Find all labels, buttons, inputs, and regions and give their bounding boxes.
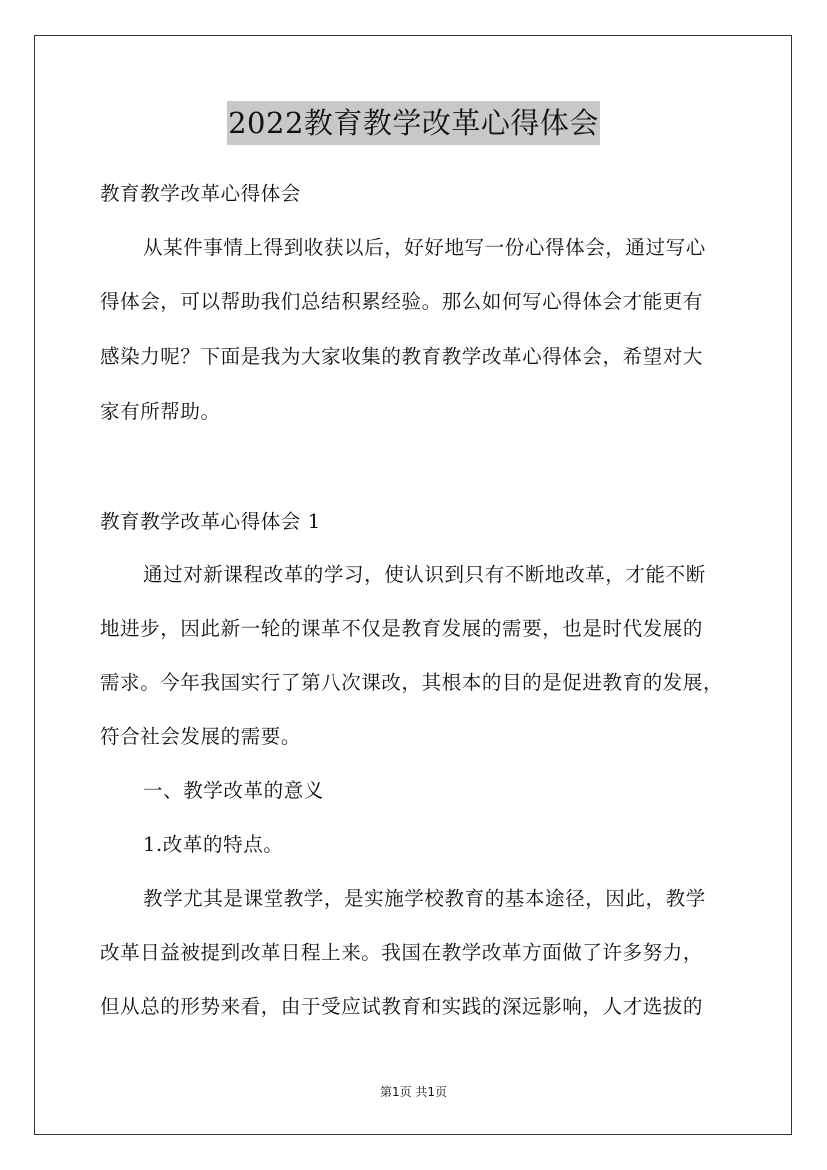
intro-heading: 教育教学改革心得体会 [100,182,302,205]
subheading: 1.改革的特点。 [143,833,284,856]
paragraph-line: 符合社会发展的需要。 [100,725,302,748]
document-title: 2022教育教学改革心得体会 [227,101,600,145]
section-heading: 教育教学改革心得体会 1 [100,510,321,533]
page-footer: 第1页 共1页 [379,1085,448,1099]
paragraph-line: 地进步，因此新一轮的课革不仅是教育发展的需要，也是时代发展的 [100,617,704,640]
paragraph-line: 但从总的形势来看，由于受应试教育和实践的深远影响，人才选拔的 [100,995,704,1018]
paragraph-line: 改革日益被提到改革日程上来。我国在教学改革方面做了许多努力， [100,941,704,964]
title-container [0,101,827,145]
paragraph-line: 需求。今年我国实行了第八次课改，其根本的目的是促进教育的发展， [100,671,724,694]
subheading: 一、教学改革的意义 [143,779,324,802]
paragraph-line: 得体会，可以帮助我们总结积累经验。那么如何写心得体会才能更有 [100,290,704,313]
paragraph-line: 教学尤其是课堂教学，是实施学校教育的基本途径，因此，教学 [143,887,706,910]
paragraph-line: 家有所帮助。 [100,400,221,423]
paragraph-line: 通过对新课程改革的学习，使认识到只有不断地改革，才能不断 [143,563,706,586]
paragraph-line: 从某件事情上得到收获以后，好好地写一份心得体会，通过写心 [143,236,706,259]
paragraph-line: 感染力呢？下面是我为大家收集的教育教学改革心得体会，希望对大 [100,345,704,368]
